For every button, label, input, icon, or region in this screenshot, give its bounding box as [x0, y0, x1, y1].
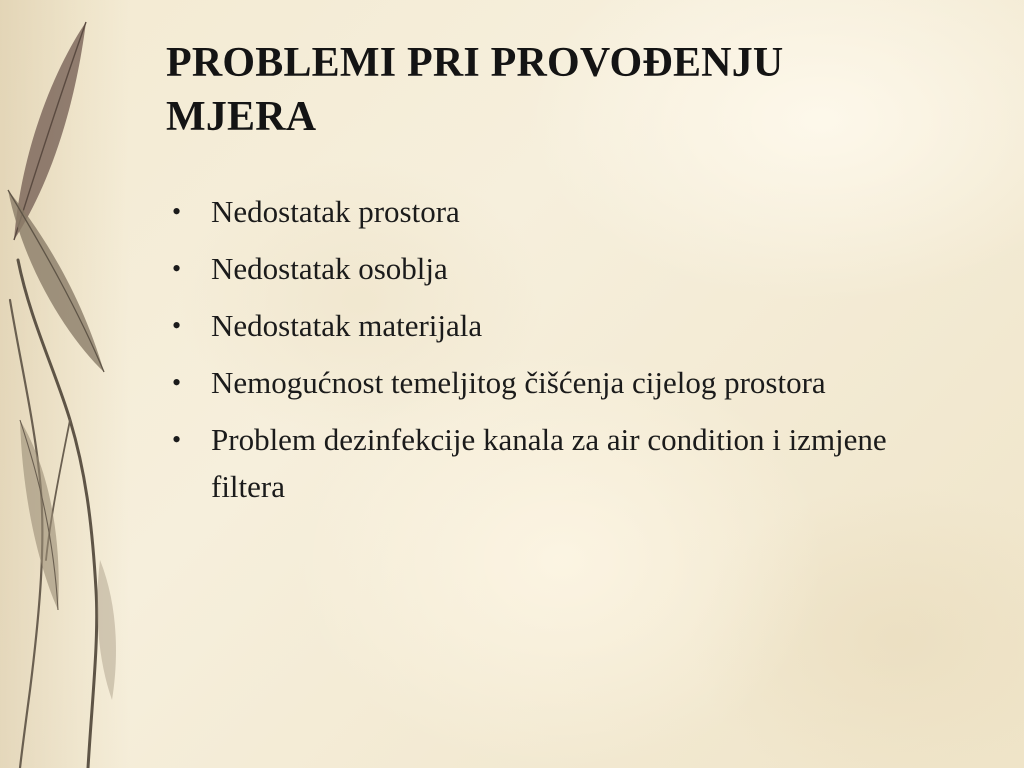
bullet-icon: •: [172, 368, 182, 397]
bullet-item: [166, 359, 956, 406]
bullet-text: Problem dezinfekcije kanala za air condition i izmjene filtera: [211, 422, 887, 504]
bullet-item: [166, 245, 956, 292]
bullet-text: Nedostatak osoblja: [211, 251, 448, 286]
bullet-text: Nedostatak materijala: [211, 308, 483, 343]
title-line-1: PROBLEMI PRI PROVOĐENJU: [166, 40, 784, 86]
bullet-icon: •: [172, 254, 182, 283]
bullet-item: [166, 302, 956, 349]
bullet-icon: •: [172, 425, 182, 454]
bullet-icon: •: [172, 197, 182, 226]
bullet-text: Nemogućnost temeljitog čišćenja cijelog prostora: [211, 365, 826, 400]
slide-title: [166, 36, 966, 144]
bullet-item: [166, 188, 956, 235]
bullet-text: Nedostatak prostora: [211, 194, 460, 229]
bullet-item: [166, 416, 956, 510]
dried-leaf-icon: [0, 0, 140, 768]
title-line-2: MJERA: [166, 94, 317, 140]
bullet-list: [166, 188, 956, 520]
bullet-icon: •: [172, 311, 182, 340]
